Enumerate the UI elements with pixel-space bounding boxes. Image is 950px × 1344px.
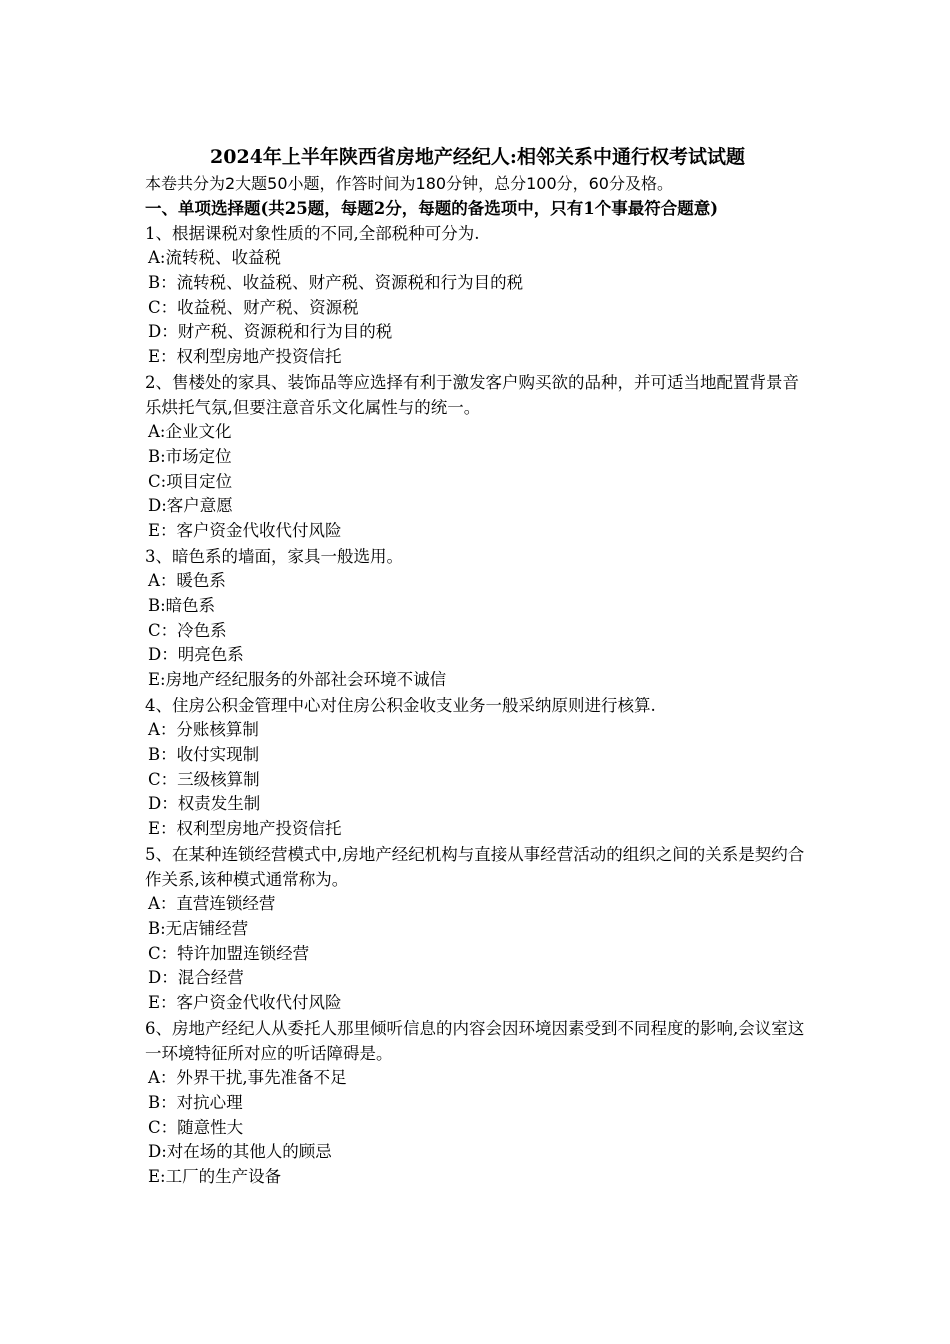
option-c: C：特许加盟连锁经营 xyxy=(148,943,310,963)
option-d: D：混合经营 xyxy=(148,968,244,988)
document-page xyxy=(145,143,810,1190)
section-heading: 一、单项选择题(共25题，每题2分，每题的备选项中，只有1个事最符合题意) xyxy=(145,199,719,218)
option-c: C：收益税、财产税、资源税 xyxy=(148,297,359,317)
option-c: C：随意性大 xyxy=(148,1117,244,1137)
option-e: E:工厂的生产设备 xyxy=(148,1167,282,1187)
option-c: C：冷色系 xyxy=(148,620,227,640)
question-block xyxy=(145,370,810,544)
question-stem: 6、房地产经纪人从委托人那里倾听信息的内容会因环境因素受到不同程度的影响,会议室这一环境特征所对应的听话障碍是。 xyxy=(145,1018,805,1063)
question-stem: 4、住房公积金管理中心对住房公积金收支业务一般采纳原则进行核算. xyxy=(145,695,656,715)
question-block xyxy=(145,693,810,842)
option-d: D:客户意愿 xyxy=(148,496,233,516)
option-d: D：财产税、资源税和行为目的税 xyxy=(148,322,393,342)
question-stem: 5、在某种连锁经营模式中,房地产经纪机构与直接从事经营活动的组织之间的关系是契约合作关系,该种模式通常称为。 xyxy=(145,844,805,889)
option-b: B：流转税、收益税、财产税、资源税和行为目的税 xyxy=(148,272,524,292)
question-block xyxy=(145,1016,810,1190)
document-title: 2024年上半年陕西省房地产经纪人:相邻关系中通行权考试试题 xyxy=(210,146,745,168)
option-d: D:对在场的其他人的顾忌 xyxy=(148,1142,332,1162)
option-b: B:市场定位 xyxy=(148,446,232,466)
option-e: E：客户资金代收代付风险 xyxy=(148,521,342,541)
option-e: E:房地产经纪服务的外部社会环境不诚信 xyxy=(148,670,447,690)
question-block xyxy=(145,221,810,370)
option-e: E：权利型房地产投资信托 xyxy=(148,819,342,839)
option-b: B：收付实现制 xyxy=(148,744,260,764)
option-a: A：直营连锁经营 xyxy=(148,893,276,913)
option-e: E：客户资金代收代付风险 xyxy=(148,993,342,1013)
option-a: A：外界干扰,事先准备不足 xyxy=(148,1067,347,1087)
question-block xyxy=(145,544,810,693)
question-stem: 2、售楼处的家具、装饰品等应选择有利于激发客户购买欲的品种，并可适当地配置背景音乐烘托气氛,但要注意音乐文化属性与的统一。 xyxy=(145,372,799,417)
question-stem: 1、根据课税对象性质的不同,全部税种可分为. xyxy=(145,224,480,243)
option-b: B:无店铺经营 xyxy=(148,918,249,938)
question-stem: 3、暗色系的墙面，家具一般选用。 xyxy=(145,546,403,566)
option-b: B:暗色系 xyxy=(148,595,216,615)
option-d: D：权责发生制 xyxy=(148,794,261,814)
option-d: D：明亮色系 xyxy=(148,645,244,665)
exam-intro: 本卷共分为2大题50小题，作答时间为180分钟，总分100分，60分及格。 xyxy=(145,174,673,193)
option-a: A：分账核算制 xyxy=(148,719,259,739)
option-a: A:企业文化 xyxy=(148,421,232,441)
option-a: A：暖色系 xyxy=(148,570,226,590)
option-c: C：三级核算制 xyxy=(148,769,260,789)
option-b: B：对抗心理 xyxy=(148,1092,243,1112)
option-a: A:流转税、收益税 xyxy=(148,248,281,267)
option-c: C:项目定位 xyxy=(148,471,233,491)
question-block xyxy=(145,842,810,1016)
option-e: E：权利型房地产投资信托 xyxy=(148,347,342,367)
